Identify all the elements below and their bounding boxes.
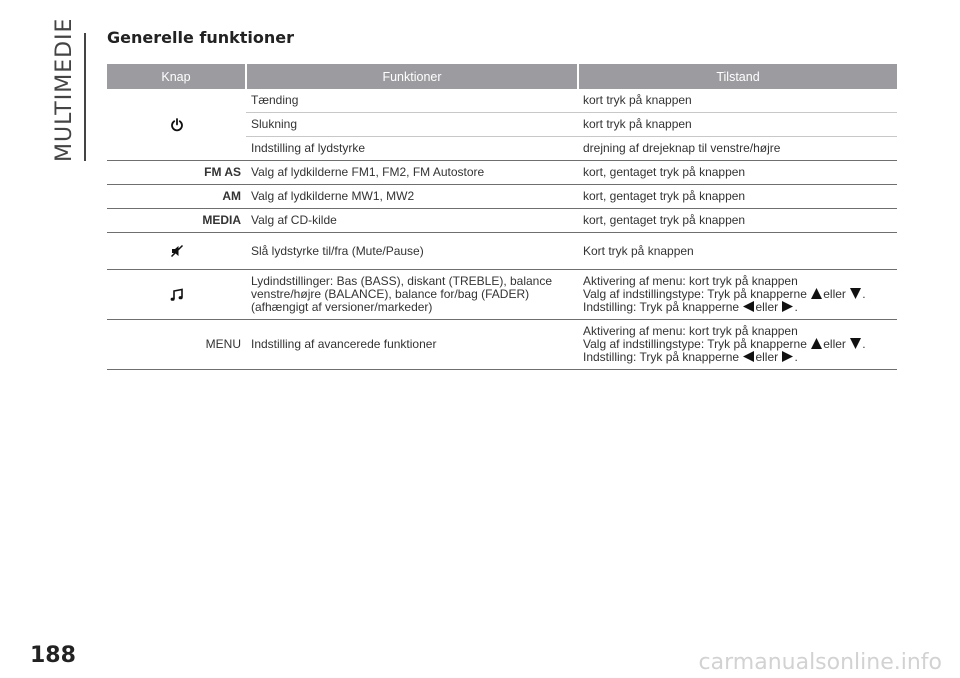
music-note-icon bbox=[170, 288, 184, 302]
power-function-on: Tænding bbox=[246, 89, 578, 113]
audio-function-line-2: venstre/højre (BALANCE), balance for/bag (FADER) bbox=[251, 287, 530, 301]
arrow-down-icon bbox=[850, 288, 861, 299]
arrow-right-icon bbox=[782, 351, 793, 362]
or-label: eller bbox=[823, 337, 846, 351]
table-row bbox=[107, 270, 897, 320]
page-number: 188 bbox=[30, 643, 76, 668]
audio-function-line-3: (afhængigt af versioner/markeder) bbox=[251, 300, 433, 314]
menu-function: Indstilling af avancerede funktioner bbox=[246, 320, 578, 370]
table-row bbox=[107, 320, 897, 370]
period: . bbox=[862, 287, 866, 301]
or-label: eller bbox=[755, 350, 779, 364]
audio-state-line-2: Valg af indstillingstype: Tryk på knapperne bbox=[583, 287, 807, 301]
audio-function bbox=[246, 270, 578, 320]
table-row bbox=[107, 185, 897, 209]
period: . bbox=[862, 337, 866, 351]
audio-function-line-1: Lydindstillinger: Bas (BASS), diskant (TREBLE), balance bbox=[251, 274, 553, 288]
menu-state-line-3: Indstilling: Tryk på knapperne bbox=[583, 350, 740, 364]
media-knap: MEDIA bbox=[107, 209, 246, 233]
arrow-down-icon bbox=[850, 338, 861, 349]
menu-state bbox=[578, 320, 897, 370]
mute-knob-cell bbox=[107, 233, 246, 270]
menu-state-line-1: Aktivering af menu: kort tryk på knappen bbox=[583, 324, 798, 338]
arrow-right-icon bbox=[782, 301, 793, 312]
audio-state bbox=[578, 270, 897, 320]
table-row bbox=[107, 89, 897, 113]
am-function: Valg af lydkilderne MW1, MW2 bbox=[246, 185, 578, 209]
media-state: kort, gentaget tryk på knappen bbox=[578, 209, 897, 233]
page-title: Generelle funktioner bbox=[107, 28, 294, 47]
mute-icon bbox=[170, 244, 184, 258]
media-function: Valg af CD-kilde bbox=[246, 209, 578, 233]
audio-knob-cell bbox=[107, 270, 246, 320]
side-divider bbox=[84, 33, 86, 161]
menu-state-line-2: Valg af indstillingstype: Tryk på knapperne bbox=[583, 337, 807, 351]
period: . bbox=[794, 300, 798, 314]
power-knob-cell bbox=[107, 89, 246, 161]
table-header-row bbox=[107, 64, 897, 89]
table-row bbox=[107, 161, 897, 185]
fmas-knap: FM AS bbox=[107, 161, 246, 185]
arrow-left-icon bbox=[743, 351, 754, 362]
table-row bbox=[107, 233, 897, 270]
side-chapter-title: MULTIMEDIE bbox=[52, 17, 77, 162]
watermark[interactable]: carmanualsonline.info bbox=[698, 650, 942, 675]
am-knap: AM bbox=[107, 185, 246, 209]
arrow-up-icon bbox=[811, 288, 822, 299]
or-label: eller bbox=[755, 300, 779, 314]
header-knap: Knap bbox=[107, 64, 246, 89]
mute-state: Kort tryk på knappen bbox=[578, 233, 897, 270]
arrow-up-icon bbox=[811, 338, 822, 349]
power-icon bbox=[170, 118, 184, 132]
power-state-off: kort tryk på knappen bbox=[578, 113, 897, 137]
functions-table bbox=[107, 64, 897, 370]
audio-state-line-3: Indstilling: Tryk på knapperne bbox=[583, 300, 740, 314]
arrow-left-icon bbox=[743, 301, 754, 312]
menu-knap: MENU bbox=[107, 320, 246, 370]
power-function-volume: Indstilling af lydstyrke bbox=[246, 137, 578, 161]
mute-function: Slå lydstyrke til/fra (Mute/Pause) bbox=[246, 233, 578, 270]
fmas-state: kort, gentaget tryk på knappen bbox=[578, 161, 897, 185]
power-state-on: kort tryk på knappen bbox=[578, 89, 897, 113]
am-state: kort, gentaget tryk på knappen bbox=[578, 185, 897, 209]
power-function-off: Slukning bbox=[246, 113, 578, 137]
fmas-function: Valg af lydkilderne FM1, FM2, FM Autostore bbox=[246, 161, 578, 185]
power-state-volume: drejning af drejeknap til venstre/højre bbox=[578, 137, 897, 161]
audio-state-line-1: Aktivering af menu: kort tryk på knappen bbox=[583, 274, 798, 288]
or-label: eller bbox=[823, 287, 846, 301]
header-tilstand: Tilstand bbox=[578, 64, 897, 89]
table-row bbox=[107, 209, 897, 233]
header-funktioner: Funktioner bbox=[246, 64, 578, 89]
period: . bbox=[794, 350, 798, 364]
